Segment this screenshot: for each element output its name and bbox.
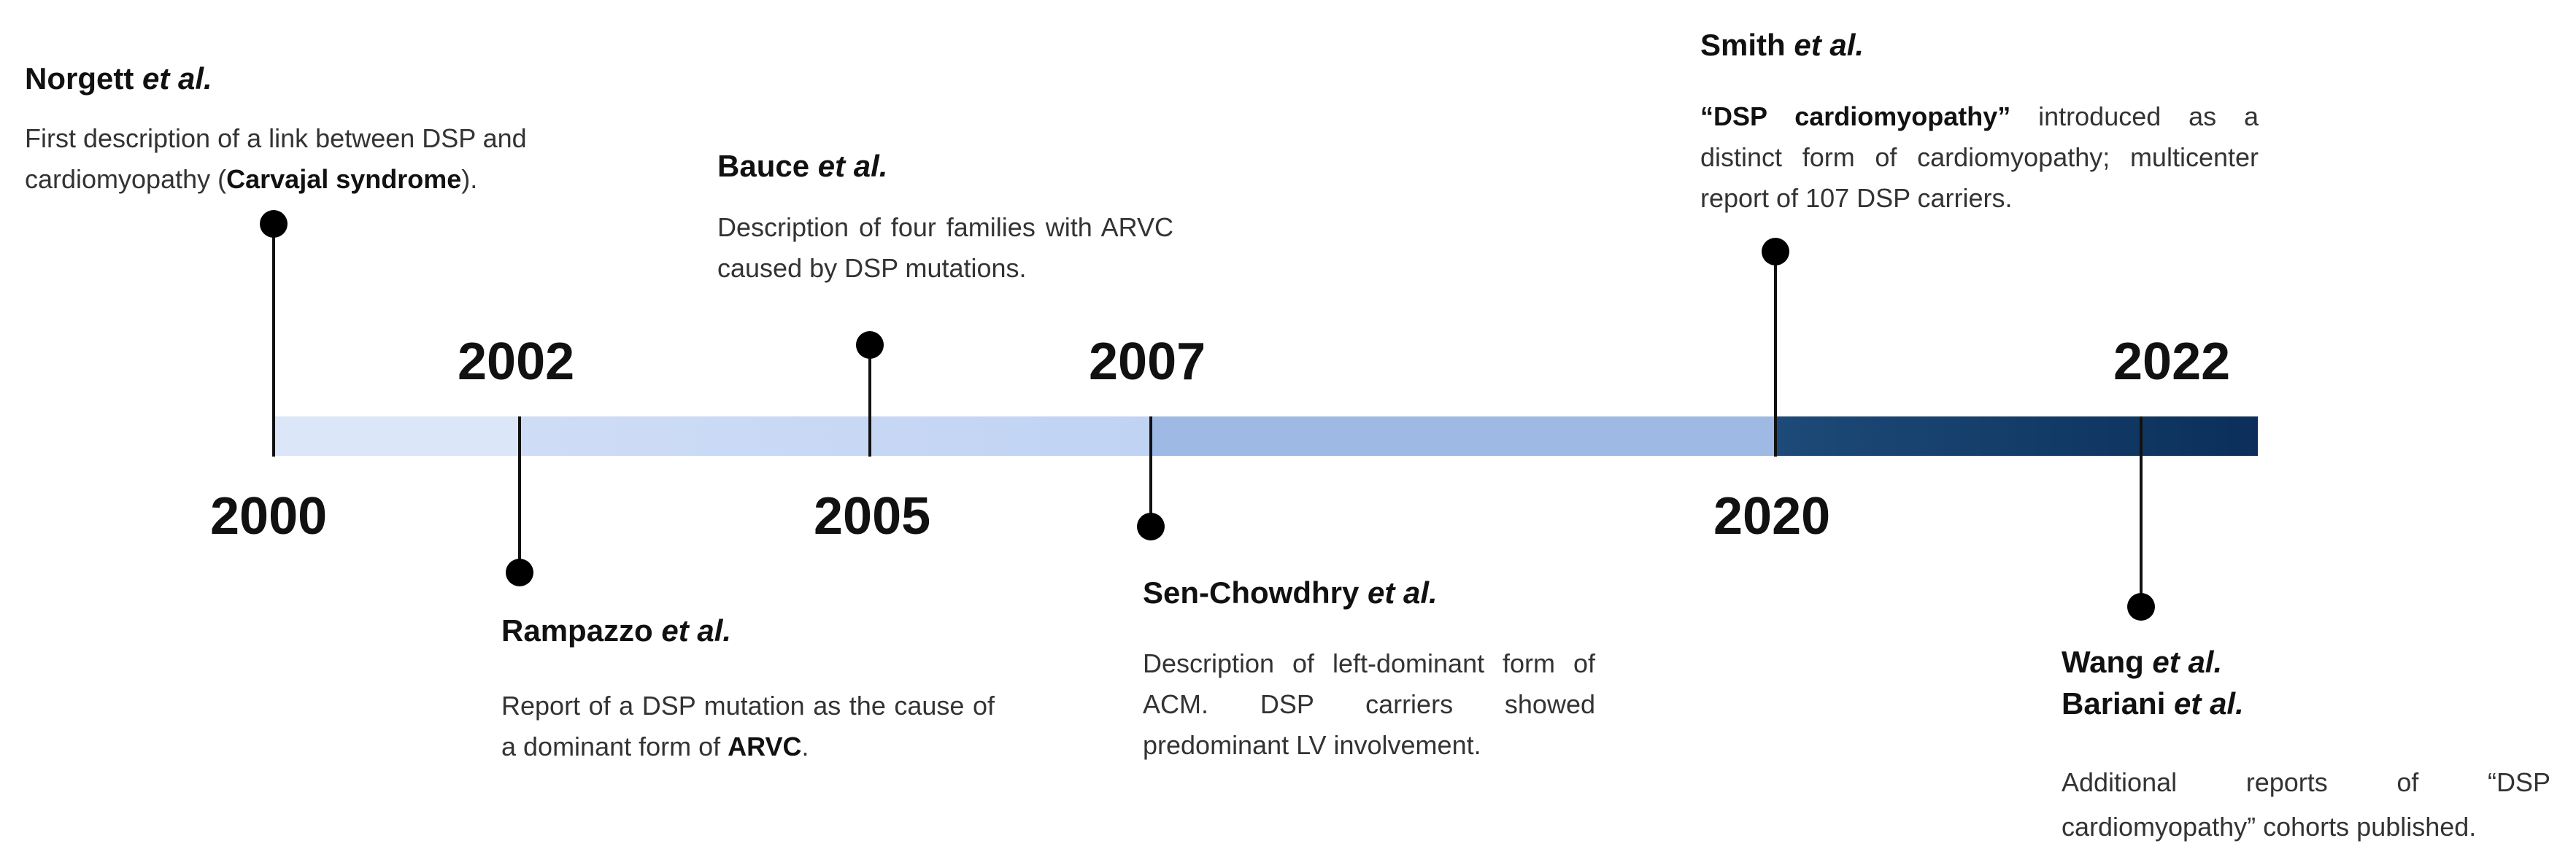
author-name: Wang: [2062, 645, 2144, 679]
connector-smith: [1774, 252, 1777, 457]
et-al: et al.: [1785, 28, 1864, 62]
desc-bold: Carvajal syndrome: [226, 163, 462, 194]
desc-text: Report of a DSP mutation as the cause of a dominant form of: [501, 691, 995, 761]
event-title-bauce: [717, 146, 887, 187]
event-desc-wang-bariani: [2062, 760, 2550, 849]
marker-sen-chowdhry: [1137, 513, 1165, 540]
connector-norgett: [272, 223, 275, 457]
desc-text: introduced as a distinct form of cardiomyopathy; multicenter report of 107 DSP carriers.: [1700, 101, 2259, 213]
et-al: et al.: [2143, 645, 2223, 679]
author-line-wang: [2062, 642, 2244, 683]
author-name: Bariani: [2062, 686, 2166, 721]
year-label-2005: 2005: [814, 487, 931, 546]
year-label-2002: 2002: [458, 333, 575, 391]
event-desc-sen-chowdhry: [1143, 643, 1595, 765]
author-name: Bauce: [717, 149, 810, 183]
event-desc-bauce: [717, 207, 1173, 289]
year-label-2000: 2000: [210, 487, 328, 546]
event-desc-smith: [1700, 96, 2259, 218]
desc-text-end: ).: [461, 163, 478, 194]
desc-text: First description of a link between DSP and cardiomyopathy (: [25, 123, 527, 194]
event-desc-norgett: [25, 118, 623, 200]
marker-norgett: [260, 210, 288, 238]
et-al: et al.: [134, 61, 212, 96]
event-title-smith: [1700, 25, 1864, 66]
desc-text: Description of left-dominant form of ACM. DSP carriers showed predominant LV involvement.: [1143, 648, 1595, 760]
author-name: Sen-Chowdhry: [1143, 575, 1360, 610]
author-name: Smith: [1700, 28, 1786, 62]
author-name: Rampazzo: [501, 613, 653, 648]
year-label-2020: 2020: [1713, 487, 1831, 546]
desc-bold: “DSP cardiomyopathy”: [1700, 101, 2011, 131]
event-title-rampazzo: [501, 610, 731, 652]
desc-text-end: .: [801, 731, 809, 761]
author-name: Norgett: [25, 61, 134, 96]
desc-text: Description of four families with ARVC caused by DSP mutations.: [717, 212, 1173, 283]
marker-rampazzo: [506, 559, 533, 586]
et-al: et al.: [809, 149, 888, 183]
connector-bauce: [868, 344, 871, 457]
event-desc-rampazzo: [501, 686, 995, 767]
marker-bauce: [856, 331, 884, 359]
timeline-segment-2005-2007: [520, 416, 1151, 456]
timeline-segment-2020-2022: [1776, 416, 2258, 456]
et-al: et al.: [1359, 575, 1438, 610]
year-label-2022: 2022: [2113, 333, 2231, 391]
marker-smith: [1762, 238, 1789, 265]
event-title-wang-bariani: [2062, 642, 2244, 724]
event-title-sen-chowdhry: [1143, 573, 1438, 614]
event-title-norgett: [25, 58, 212, 100]
year-label-2007: 2007: [1089, 333, 1206, 391]
marker-wang-bariani: [2127, 593, 2155, 621]
desc-bold: ARVC: [728, 731, 802, 761]
connector-rampazzo: [518, 416, 521, 573]
connector-wang-bariani: [2140, 416, 2143, 606]
timeline-segment-2007-2020: [1151, 416, 1776, 456]
author-line-bariani: [2062, 683, 2244, 725]
connector-sen-chowdhry: [1149, 416, 1152, 526]
et-al: et al.: [2165, 686, 2244, 721]
desc-text: Additional reports of “DSP cardiomyopathy” cohorts published.: [2062, 767, 2550, 842]
et-al: et al.: [652, 613, 732, 648]
